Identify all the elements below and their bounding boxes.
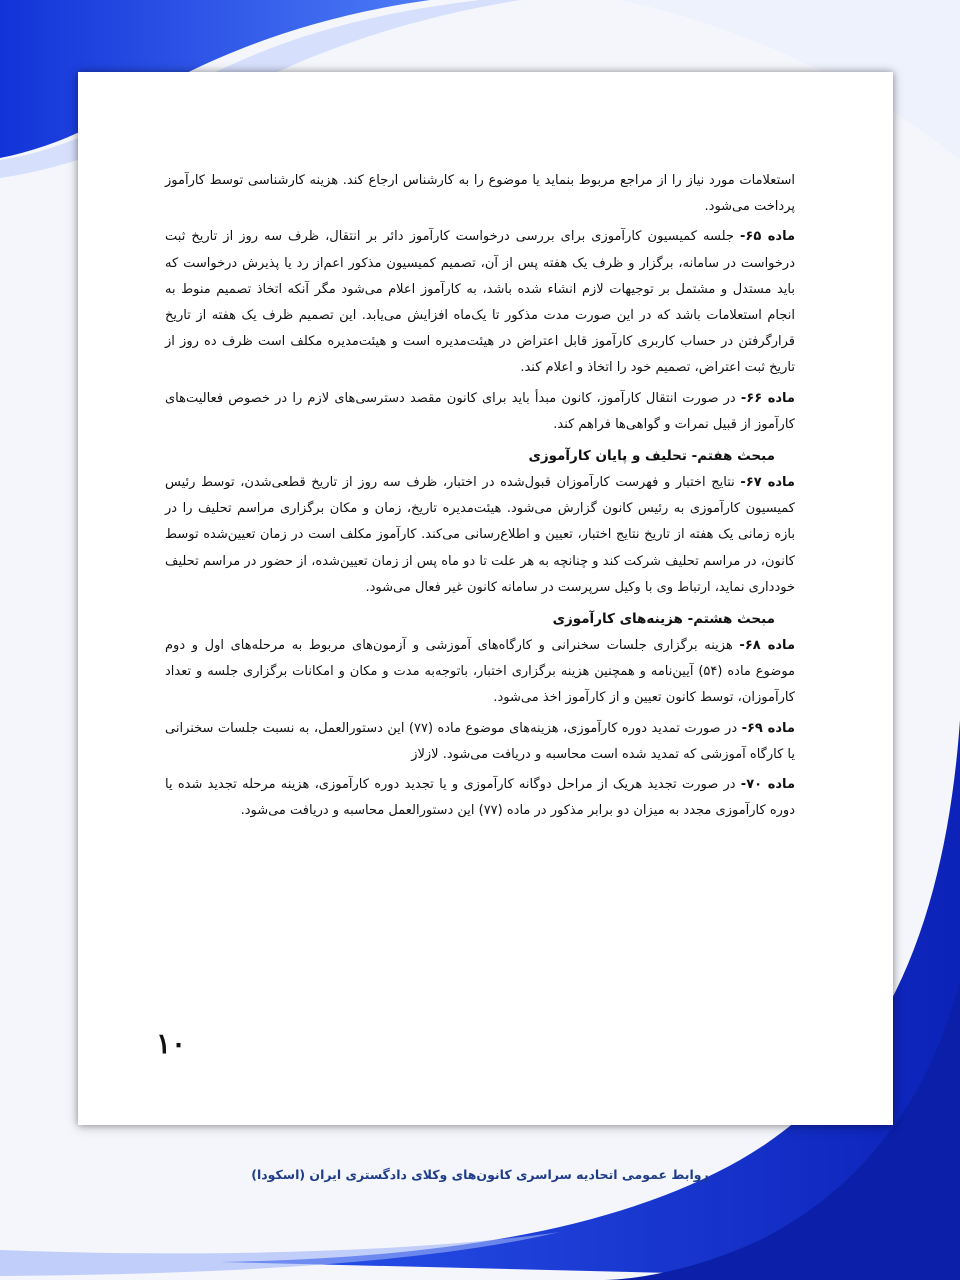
article-66 [165,386,795,438]
article-70 [165,772,795,824]
page-number: ۱۰ [156,1027,187,1060]
document-page [78,72,893,1125]
article-text: نتایج اختبار و فهرست کارآموزان قبول‌شده در اختبار، ظرف سه روز از تاریخ قطعی‌شدن، توسط رئیس کمیسیون کارآموزی به رئیس کانون گزارش می‌شود. هیئت‌مدیره تاریخ، زمان و مکان برگزاری مراسم تحلیف را در بازه زمانی یک هفته از تاریخ نتایج اختبار، تعیین و اطلاع‌رسانی می‌کند. کارآموز مکلف است در زمان تعیین‌شده توسط کانون، در مراسم تحلیف شرکت کند و چنانچه به هر علت تا دو ماه پس از زمان تعیین‌شده، از حضور در مراسم تحلیف خودداری نماید، ارتباط وی با وکیل سرپرست در سامانه کانون غیر فعال می‌شود. [165,475,795,595]
article-label: ماده ۶۶- [740,390,795,406]
article-text: در صورت تمدید دوره کارآموزی، هزینه‌های موضوع ماده (۷۷) این دستورالعمل، به نسبت جلسات سخنرانی یا کارگاه آموزشی که تمدید شده است محاسبه و دریافت می‌شود. لازلاز [165,720,795,762]
article-67 [165,470,795,601]
article-text: هزینه برگزاری جلسات سخنرانی و کارگاه‌های آموزشی و آزمون‌های مربوط به مرحله‌های اول و دوم موضوع ماده (۵۴) آیین‌نامه و همچنین هزینه برگزاری اختبار، باتوجه‌به مدت و مکان و امکانات برگزاری جلسه و تعداد کارآموزان، توسط کانون تعیین و از کارآموز اخذ می‌شود. [165,638,795,706]
article-68 [165,633,795,712]
footer-caption: روابط عمومی اتحادیه سراسری کانون‌های وکلای دادگستری ایران (اسکودا) [251,1167,709,1182]
paragraph-intro: استعلامات مورد نیاز را از مراجع مربوط بنماید یا موضوع را به کارشناس ارجاع کند. هزینه کارشناسی توسط کارآموز پرداخت می‌شود. [165,173,795,215]
article-text: در صورت تجدید هریک از مراحل دوگانه کارآموزی و یا تجدید دوره کارآموزی، هزینه مرحله تجدید شده یا دوره کارآموزی مجدد به میزان دو برابر مذکور در ماده (۷۷) این دستورالعمل محاسبه و دریافت می‌شود. [165,777,795,819]
article-text: در صورت انتقال کارآموز، کانون مبدأ باید برای کانون مقصد دسترسی‌های لازم را در خصوص فعالیت‌های کارآموز از قبیل نمرات و گواهی‌ها فراهم کند. [165,390,795,432]
article-text: جلسه کمیسیون کارآموزی برای بررسی درخواست کارآموز دائر بر انتقال، ظرف سه روز از تاریخ ثبت درخواست در سامانه، برگزار و ظرف یک هفته پس از آن، تصمیم کمیسیون مذکور اعم‌از رد یا پذیرش درخواست که باید مستدل و مشتمل بر توجیهات لازم انشاء شده باشد، به کارآموز اعلام می‌شود مگر آنکه اتخاذ تصمیم منوط به انجام استعلامات باشد که در این صورت مدت مذکور تا یک‌ماه افزایش می‌یابد. این تصمیم ظرف یک هفته از تاریخ قرارگرفتن در حساب کاربری کارآموز قابل اعتراض در هیئت‌مدیره است و هیئت‌مدیره مکلف است ظرف ده روز از تاریخ ثبت اعتراض، تصمیم خود را اتخاذ و اعلام کند. [165,229,795,376]
article-label: ماده ۷۰- [740,777,795,793]
article-label: ماده ۶۵- [739,229,795,245]
section-heading-7: مبحث هفتم- تحلیف و پایان کارآموزی [528,448,775,465]
page-content [165,168,795,828]
article-65 [165,224,795,381]
section-heading-8: مبحث هشتم- هزینه‌های کارآموزی [552,611,775,628]
article-label: ماده ۶۷- [740,475,795,491]
article-label: ماده ۶۸- [739,638,795,654]
article-69 [165,716,795,768]
article-label: ماده ۶۹- [741,720,795,736]
